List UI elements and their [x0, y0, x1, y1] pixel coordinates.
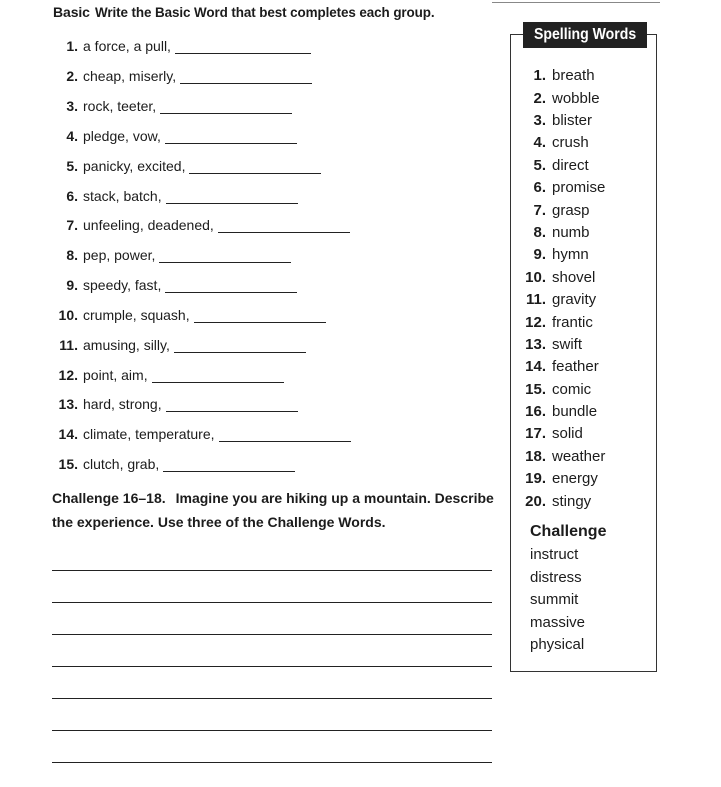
question-item: [52, 217, 350, 237]
question-item: [52, 277, 297, 297]
question-text: amusing, silly,: [83, 337, 170, 353]
word-text: blister: [552, 112, 593, 129]
question-text: point, aim,: [83, 367, 148, 383]
answer-line[interactable]: [219, 429, 351, 442]
word-number: 9.: [533, 246, 546, 263]
spelling-word: [523, 246, 589, 263]
question-number: 9.: [66, 277, 78, 293]
spelling-word: [523, 448, 605, 465]
spelling-word: [523, 381, 591, 398]
spelling-word: [523, 493, 591, 510]
spelling-word: [523, 403, 597, 420]
word-text: solid: [552, 425, 583, 442]
word-text: direct: [552, 157, 589, 174]
writing-line[interactable]: [52, 666, 492, 667]
instructions-lead: Basic: [53, 4, 90, 20]
spelling-word: [523, 202, 590, 219]
word-text: stingy: [552, 493, 592, 510]
writing-line[interactable]: [52, 634, 492, 635]
word-text: gravity: [552, 291, 597, 308]
spelling-word: [523, 67, 595, 84]
answer-line[interactable]: [180, 71, 312, 84]
spelling-words-title-text: Spelling Words: [533, 26, 637, 43]
spelling-word: [523, 314, 593, 331]
question-number: 7.: [66, 217, 78, 233]
word-number: 10.: [525, 269, 546, 286]
answer-line[interactable]: [160, 101, 292, 114]
word-number: 20.: [525, 493, 546, 510]
word-text: frantic: [552, 314, 593, 331]
word-number: 13.: [525, 336, 546, 353]
spelling-word: [523, 157, 589, 174]
question-text: hard, strong,: [83, 396, 162, 412]
answer-line[interactable]: [159, 250, 291, 263]
challenge-word: physical: [530, 636, 585, 653]
challenge-prompt: [52, 486, 502, 534]
question-text: climate, temperature,: [83, 426, 215, 442]
spelling-words-title: [523, 22, 647, 48]
instructions-text: Write the Basic Word that best completes each group.: [94, 4, 435, 20]
word-text: shovel: [552, 269, 596, 286]
word-number: 17.: [525, 425, 546, 442]
word-text: numb: [552, 224, 590, 241]
word-number: 12.: [525, 314, 546, 331]
question-number: 8.: [66, 247, 78, 263]
question-text: pep, power,: [83, 247, 156, 263]
word-number: 15.: [525, 381, 546, 398]
word-text: crush: [552, 134, 589, 151]
question-number: 11.: [59, 337, 78, 353]
answer-line[interactable]: [189, 161, 321, 174]
spelling-word: [523, 425, 583, 442]
spelling-word: [523, 269, 595, 286]
word-text: weather: [552, 448, 606, 465]
word-text: promise: [552, 179, 606, 196]
spelling-word: [523, 336, 582, 353]
question-item: [52, 68, 312, 88]
challenge-prompt-lead: Challenge 16–18.: [52, 490, 166, 506]
word-number: 4.: [533, 134, 546, 151]
writing-line[interactable]: [52, 570, 492, 571]
challenge-word: summit: [530, 591, 579, 608]
word-number: 19.: [525, 470, 546, 487]
writing-line[interactable]: [52, 602, 492, 603]
writing-line[interactable]: [52, 762, 492, 763]
word-text: bundle: [552, 403, 598, 420]
challenge-heading: Challenge: [530, 523, 607, 540]
challenge-prompt-text: Imagine you are hiking up a mountain. Describe the experience. Use three of the Challenge Words.: [52, 490, 494, 530]
writing-line[interactable]: [52, 730, 492, 731]
question-text: pledge, vow,: [83, 128, 161, 144]
question-text: clutch, grab,: [83, 456, 160, 472]
word-text: energy: [552, 470, 598, 487]
question-text: unfeeling, deadened,: [83, 217, 214, 233]
word-number: 16.: [525, 403, 546, 420]
word-text: breath: [552, 67, 595, 84]
answer-line[interactable]: [166, 191, 298, 204]
answer-line[interactable]: [163, 459, 295, 472]
spelling-word: [523, 291, 596, 308]
answer-line[interactable]: [194, 310, 326, 323]
question-text: crumple, squash,: [83, 307, 190, 323]
question-item: [52, 128, 297, 148]
answer-line[interactable]: [218, 220, 350, 233]
word-text: wobble: [552, 90, 600, 107]
word-number: 1.: [533, 67, 546, 84]
word-number: 3.: [533, 112, 546, 129]
question-item: [52, 188, 298, 208]
question-number: 6.: [66, 188, 78, 204]
question-item: [52, 158, 321, 178]
question-number: 3.: [66, 98, 78, 114]
spelling-word: [523, 224, 590, 241]
top-rule: [492, 2, 660, 3]
question-number: 5.: [66, 158, 78, 174]
question-item: [52, 396, 298, 416]
answer-line[interactable]: [165, 280, 297, 293]
word-number: 11.: [525, 291, 546, 308]
question-number: 13.: [58, 396, 78, 412]
answer-line[interactable]: [175, 41, 311, 54]
word-text: swift: [552, 336, 582, 353]
question-text: panicky, excited,: [83, 158, 186, 174]
question-item: [52, 426, 351, 446]
question-number: 2.: [66, 68, 78, 84]
word-number: 18.: [525, 448, 546, 465]
spelling-word: [523, 112, 592, 129]
answer-line[interactable]: [165, 131, 297, 144]
word-number: 6.: [533, 179, 546, 196]
word-text: comic: [552, 381, 592, 398]
answer-line[interactable]: [174, 340, 306, 353]
question-item: [52, 38, 311, 58]
word-number: 14.: [525, 358, 546, 375]
question-number: 10.: [58, 307, 78, 323]
challenge-word: distress: [530, 569, 582, 586]
word-number: 2.: [533, 90, 546, 107]
question-item: [52, 456, 295, 476]
question-item: [52, 98, 292, 118]
challenge-word: massive: [530, 614, 586, 631]
word-text: hymn: [552, 246, 589, 263]
question-item: [52, 337, 306, 357]
spelling-word: [523, 358, 599, 375]
question-item: [52, 307, 326, 327]
question-text: stack, batch,: [83, 188, 162, 204]
challenge-word: instruct: [530, 546, 579, 563]
question-number: 1.: [66, 38, 78, 54]
question-text: a force, a pull,: [83, 38, 171, 54]
question-number: 12.: [58, 367, 78, 383]
word-text: feather: [552, 358, 599, 375]
question-text: speedy, fast,: [83, 277, 162, 293]
spelling-word: [523, 179, 605, 196]
question-item: [52, 367, 284, 387]
writing-line[interactable]: [52, 698, 492, 699]
question-number: 4.: [66, 128, 78, 144]
spelling-word: [523, 90, 600, 107]
spelling-word: [523, 134, 589, 151]
word-number: 5.: [533, 157, 546, 174]
question-number: 15.: [58, 456, 78, 472]
spelling-word: [523, 470, 598, 487]
answer-line[interactable]: [152, 370, 284, 383]
word-text: grasp: [552, 202, 590, 219]
word-number: 8.: [533, 224, 546, 241]
instructions: [53, 4, 449, 20]
word-number: 7.: [533, 202, 546, 219]
question-item: [52, 247, 291, 267]
question-number: 14.: [58, 426, 78, 442]
question-text: rock, teeter,: [83, 98, 157, 114]
answer-line[interactable]: [166, 399, 298, 412]
question-text: cheap, miserly,: [83, 68, 177, 84]
